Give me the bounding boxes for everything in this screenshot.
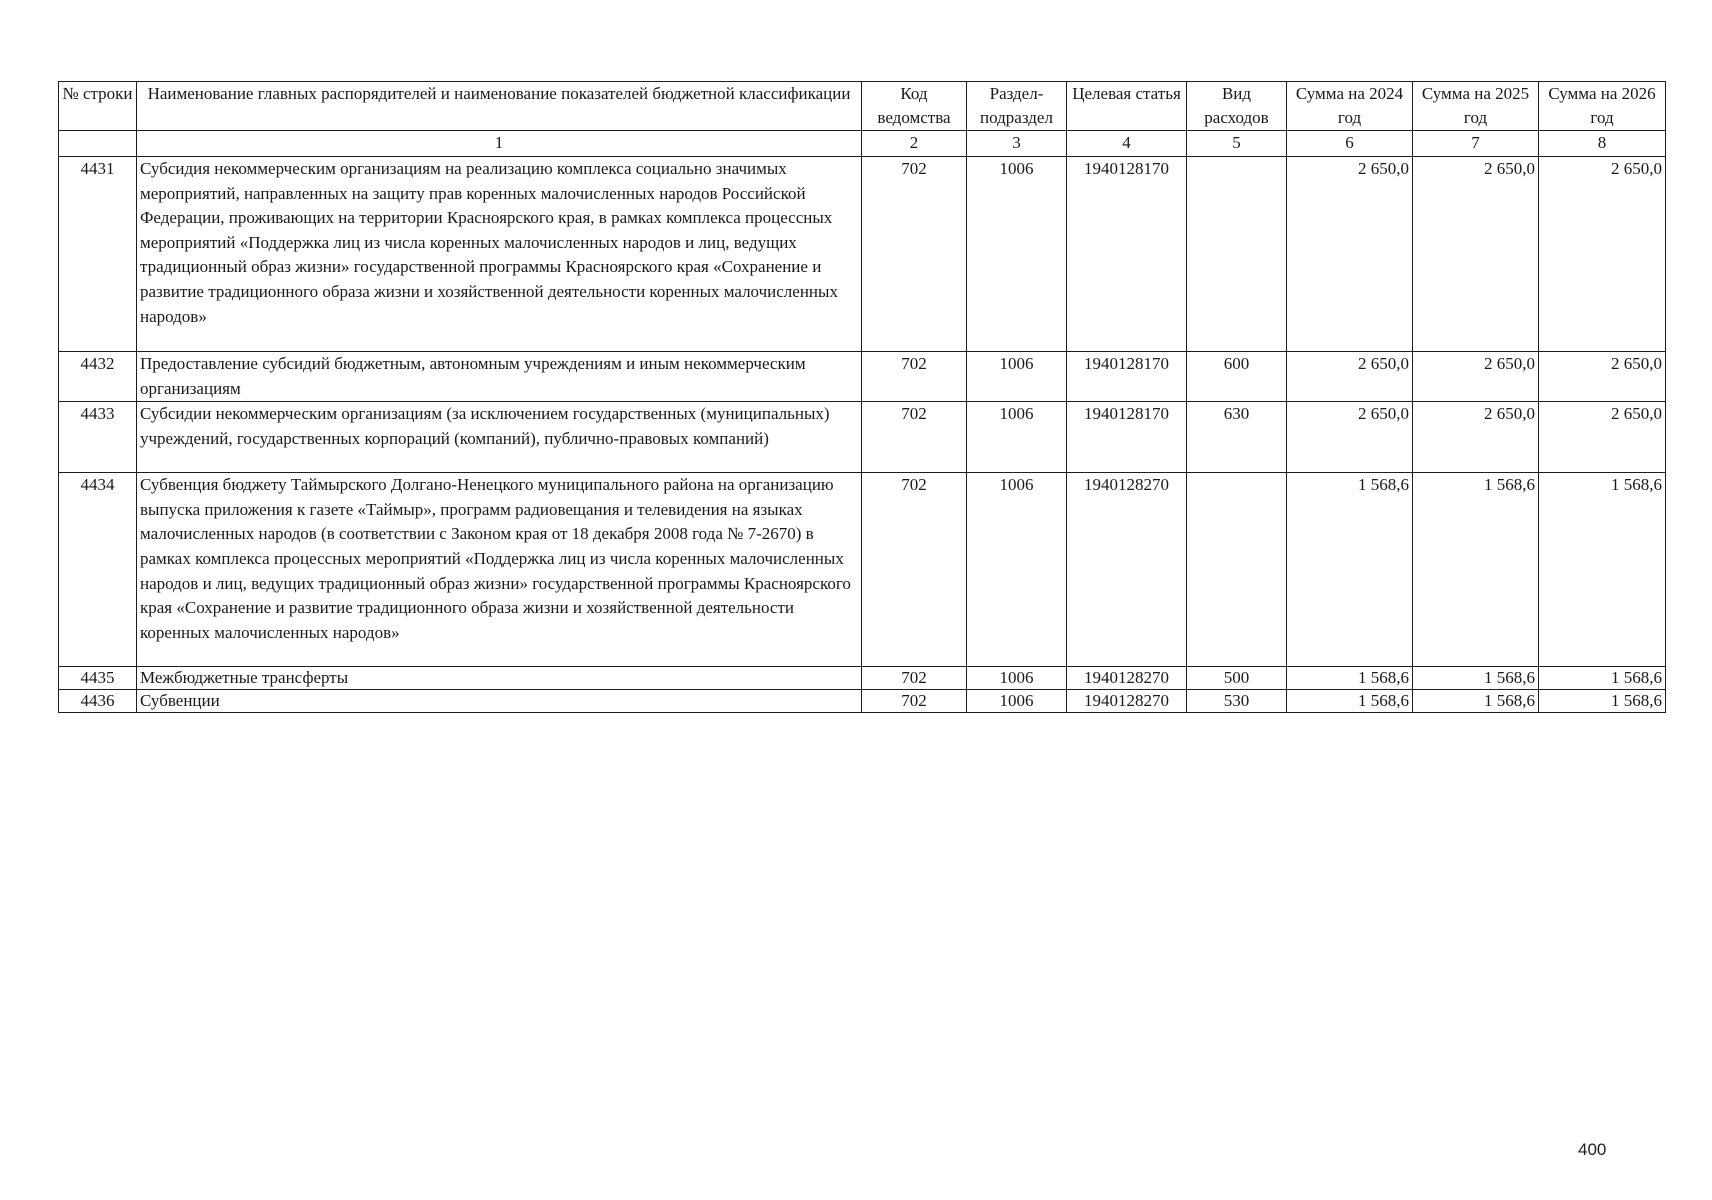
header-cell-name: Наименование главных распорядителей и наименование показателей бюджетной классификации [137, 82, 862, 131]
sum-2026-cell: 2 650,0 [1539, 352, 1666, 402]
column-number-cell [59, 131, 137, 157]
name-cell: Субвенции [137, 690, 862, 713]
sum-2024-cell: 2 650,0 [1287, 352, 1413, 402]
header-cell-department-code: Код ведомства [862, 82, 967, 131]
sum-2024-cell: 2 650,0 [1287, 402, 1413, 473]
table-row [59, 690, 1666, 713]
sum-2026-cell: 1 568,6 [1539, 473, 1666, 667]
department-code-cell: 702 [862, 690, 967, 713]
name-cell: Предоставление субсидий бюджетным, автономным учреждениям и иным некоммерческим организациям [137, 352, 862, 402]
sum-2025-cell: 1 568,6 [1413, 473, 1539, 667]
sum-2025-cell: 1 568,6 [1413, 690, 1539, 713]
sum-2026-cell: 1 568,6 [1539, 690, 1666, 713]
column-number-cell: 1 [137, 131, 862, 157]
row-number-cell: 4433 [59, 402, 137, 473]
sum-2025-cell: 2 650,0 [1413, 402, 1539, 473]
table-row [59, 473, 1666, 667]
sum-2025-cell: 2 650,0 [1413, 157, 1539, 352]
expense-type-cell: 530 [1187, 690, 1287, 713]
table-row [59, 352, 1666, 402]
target-article-cell: 1940128270 [1067, 690, 1187, 713]
target-article-cell: 1940128170 [1067, 157, 1187, 352]
sum-2025-cell: 1 568,6 [1413, 667, 1539, 690]
name-cell: Субсидия некоммерческим организациям на реализацию комплекса социально значимых мероприятий, направленных на защиту прав коренных малочисленных народов Российской Федерации, проживающих на территории Красноярского края, в рамках комплекса процессных мероприятий «Поддержка лиц из числа коренных малочисленных народов и лиц, ведущих традиционный образ жизни» государственной программы Красноярского края «Сохранение и развитие традиционного образа жизни и хозяйственной деятельности коренных малочисленных народов» [137, 157, 862, 352]
page-number: 400 [1578, 1140, 1607, 1159]
header-cell-sum-2024: Сумма на 2024 год [1287, 82, 1413, 131]
sum-2026-cell: 2 650,0 [1539, 157, 1666, 352]
section-cell: 1006 [967, 667, 1067, 690]
column-number-cell: 7 [1413, 131, 1539, 157]
target-article-cell: 1940128270 [1067, 667, 1187, 690]
section-cell: 1006 [967, 402, 1067, 473]
budget-table [58, 81, 1666, 713]
section-cell: 1006 [967, 352, 1067, 402]
header-cell-row-number: № строки [59, 82, 137, 131]
header-cell-expense-type: Вид расходов [1187, 82, 1287, 131]
row-number-cell: 4432 [59, 352, 137, 402]
name-cell: Субсидии некоммерческим организациям (за исключением государственных (муниципальных) учреждений, государственных корпораций (компаний), публично-правовых компаний) [137, 402, 862, 473]
column-number-cell: 3 [967, 131, 1067, 157]
column-number-row [59, 131, 1666, 157]
department-code-cell: 702 [862, 352, 967, 402]
sum-2026-cell: 1 568,6 [1539, 667, 1666, 690]
header-cell-sum-2026: Сумма на 2026 год [1539, 82, 1666, 131]
department-code-cell: 702 [862, 402, 967, 473]
sum-2024-cell: 1 568,6 [1287, 473, 1413, 667]
column-number-cell: 2 [862, 131, 967, 157]
expense-type-cell [1187, 157, 1287, 352]
column-number-cell: 4 [1067, 131, 1187, 157]
row-number-cell: 4435 [59, 667, 137, 690]
sum-2024-cell: 2 650,0 [1287, 157, 1413, 352]
expense-type-cell [1187, 473, 1287, 667]
table-row [59, 667, 1666, 690]
sum-2026-cell: 2 650,0 [1539, 402, 1666, 473]
column-number-cell: 5 [1187, 131, 1287, 157]
target-article-cell: 1940128170 [1067, 402, 1187, 473]
row-number-cell: 4436 [59, 690, 137, 713]
target-article-cell: 1940128170 [1067, 352, 1187, 402]
sum-2024-cell: 1 568,6 [1287, 690, 1413, 713]
target-article-cell: 1940128270 [1067, 473, 1187, 667]
header-cell-target-article: Целевая статья [1067, 82, 1187, 131]
section-cell: 1006 [967, 157, 1067, 352]
name-cell: Субвенция бюджету Таймырского Долгано-Ненецкого муниципального района на организацию выпуска приложения к газете «Таймыр», программ радиовещания и телевидения на языках малочисленных народов (в соответствии с Законом края от 18 декабря 2008 года № 7-2670) в рамках комплекса процессных мероприятий «Поддержка лиц из числа коренных малочисленных народов и лиц, ведущих традиционный образ жизни» государственной программы Красноярского края «Сохранение и развитие традиционного образа жизни и хозяйственной деятельности коренных малочисленных народов» [137, 473, 862, 667]
header-row [59, 82, 1666, 131]
table-row [59, 402, 1666, 473]
expense-type-cell: 500 [1187, 667, 1287, 690]
row-number-cell: 4434 [59, 473, 137, 667]
header-cell-sum-2025: Сумма на 2025 год [1413, 82, 1539, 131]
department-code-cell: 702 [862, 473, 967, 667]
name-cell: Межбюджетные трансферты [137, 667, 862, 690]
expense-type-cell: 630 [1187, 402, 1287, 473]
department-code-cell: 702 [862, 157, 967, 352]
header-cell-section: Раздел-подраздел [967, 82, 1067, 131]
row-number-cell: 4431 [59, 157, 137, 352]
table-row [59, 157, 1666, 352]
section-cell: 1006 [967, 690, 1067, 713]
sum-2025-cell: 2 650,0 [1413, 352, 1539, 402]
section-cell: 1006 [967, 473, 1067, 667]
expense-type-cell: 600 [1187, 352, 1287, 402]
sum-2024-cell: 1 568,6 [1287, 667, 1413, 690]
column-number-cell: 8 [1539, 131, 1666, 157]
column-number-cell: 6 [1287, 131, 1413, 157]
department-code-cell: 702 [862, 667, 967, 690]
